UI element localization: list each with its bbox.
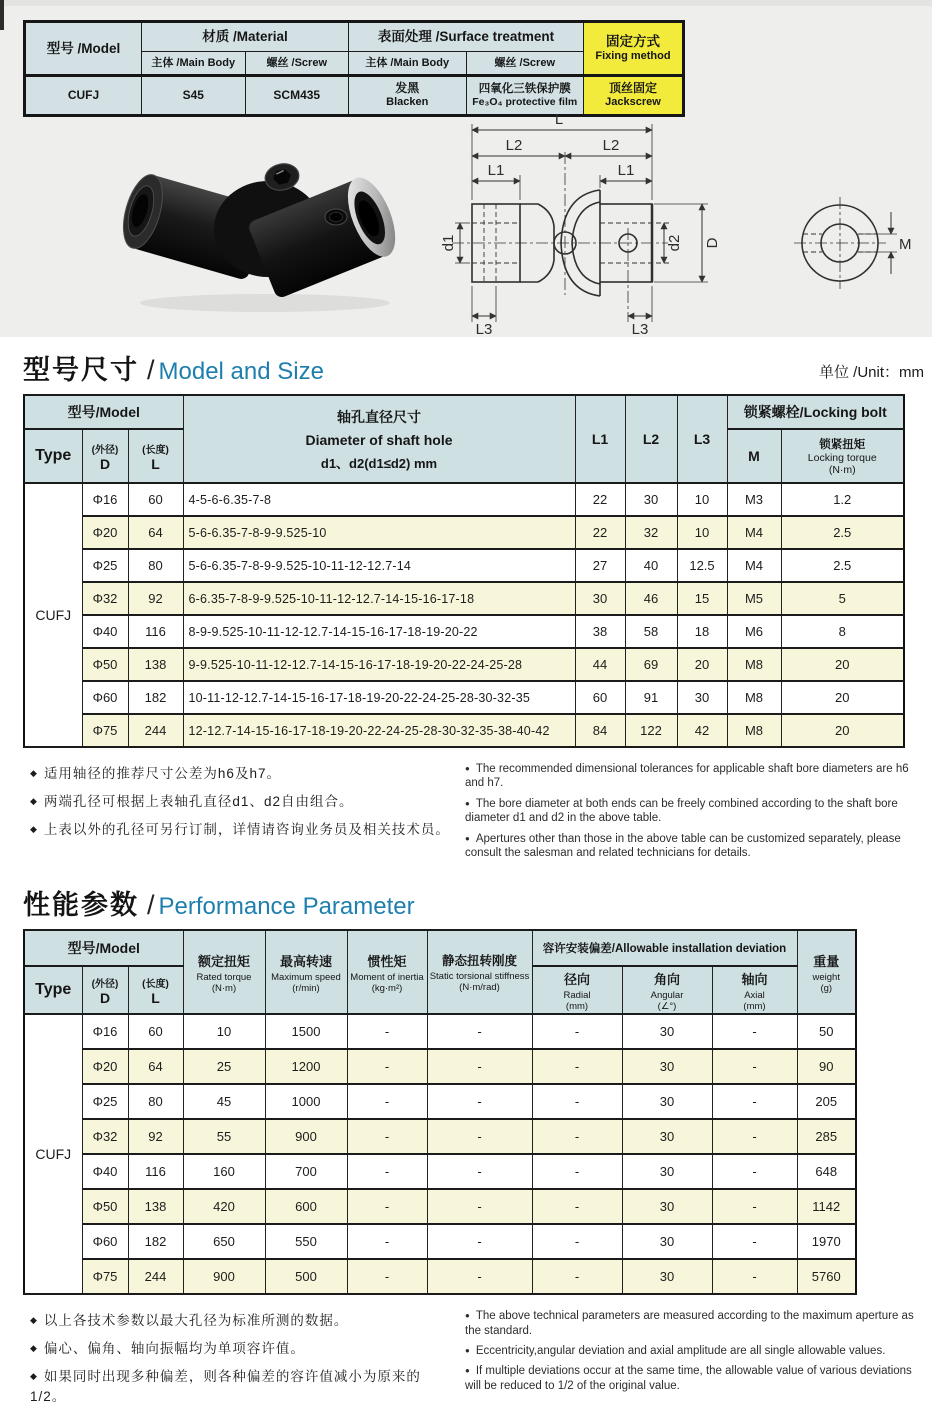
- table-cell: -: [532, 1189, 622, 1224]
- note-item: ◆ 偏心、偏角、轴向振幅均为单项容许值。: [30, 1337, 455, 1357]
- table-cell: 1500: [265, 1014, 347, 1049]
- dim-label-L3: L3: [475, 321, 493, 338]
- table-cell: -: [347, 1119, 427, 1154]
- table-row: [24, 714, 904, 747]
- table-cell: 30: [622, 1119, 712, 1154]
- size-notes-en: [465, 762, 927, 866]
- table-cell: 60: [575, 681, 625, 714]
- col-outer-diameter: (外径) D: [82, 966, 128, 1014]
- table-cell: 30: [622, 1189, 712, 1224]
- spec-header-model: 型号 /Model: [25, 22, 142, 76]
- table-cell: -: [347, 1224, 427, 1259]
- table-cell: -: [532, 1014, 622, 1049]
- spec-header-row-1: [25, 22, 684, 52]
- table-cell: 38: [575, 615, 625, 648]
- table-cell: M4: [727, 516, 781, 549]
- table-row: [24, 1084, 856, 1119]
- table-cell: -: [427, 1224, 532, 1259]
- table-cell: -: [712, 1189, 797, 1224]
- table-cell: 32: [625, 516, 677, 549]
- col-shaft-hole: 轴孔直径尺寸 Diameter of shaft hole d1、d2(d1≤d2) mm: [183, 395, 575, 483]
- table-cell: 650: [183, 1224, 265, 1259]
- table-cell: -: [712, 1154, 797, 1189]
- section-title-zh: 性能参数: [23, 890, 139, 921]
- note-item: ◆ 以上各技术参数以最大孔径为标准所测的数据。: [30, 1309, 455, 1329]
- spec-screw-material-value: SCM435: [245, 76, 349, 116]
- table-cell: 15: [677, 582, 727, 615]
- table-cell: 500: [265, 1259, 347, 1294]
- table-cell: 92: [128, 582, 183, 615]
- table-cell: 30: [677, 681, 727, 714]
- table-cell: 40: [625, 549, 677, 582]
- spec-model-value: CUFJ: [25, 76, 142, 116]
- table-cell: Φ32: [82, 582, 128, 615]
- product-photo: [100, 135, 430, 320]
- col-thread-m: M: [727, 429, 781, 483]
- table-cell: 420: [183, 1189, 265, 1224]
- section-title-zh: 型号尺寸: [23, 355, 139, 385]
- table-cell: Φ60: [82, 681, 128, 714]
- table-cell: 4-5-6-6.35-7-8: [183, 483, 575, 516]
- table-cell: 5-6-6.35-7-8-9-9.525-10-11-12-12.7-14: [183, 549, 575, 582]
- threaded-side-hole: [325, 209, 347, 225]
- title-divider: /: [147, 355, 155, 385]
- spec-header-material: 材质 /Material: [142, 22, 349, 52]
- table-cell: -: [427, 1259, 532, 1294]
- dim-label-L2: L2: [602, 137, 620, 154]
- table-cell: -: [347, 1014, 427, 1049]
- model-type-cell: CUFJ: [24, 1014, 82, 1294]
- dim-label-L1: L1: [487, 162, 505, 179]
- dim-label-L1: L1: [617, 162, 635, 179]
- section-title-en: Performance Parameter: [158, 893, 415, 921]
- table-cell: -: [427, 1154, 532, 1189]
- col-length: (长度) L: [128, 966, 183, 1014]
- table-cell: 22: [575, 516, 625, 549]
- note-item: ◆ 两端孔径可根据上表轴孔直径d1、d2自由组合。: [30, 790, 455, 810]
- table-cell: Φ32: [82, 1119, 128, 1154]
- spec-body-material-value: S45: [142, 76, 246, 116]
- table-cell: 60: [128, 483, 183, 516]
- table-cell: Φ40: [82, 615, 128, 648]
- table-cell: 2.5: [781, 549, 904, 582]
- table-cell: 30: [622, 1259, 712, 1294]
- dim-label-L: L: [554, 111, 564, 128]
- size-notes-zh: [30, 762, 455, 866]
- table-cell: 30: [622, 1084, 712, 1119]
- table-cell: Φ20: [82, 1049, 128, 1084]
- table-cell: 1.2: [781, 483, 904, 516]
- table-cell: Φ20: [82, 516, 128, 549]
- table-cell: -: [427, 1119, 532, 1154]
- table-row: [24, 681, 904, 714]
- table-cell: -: [427, 1084, 532, 1119]
- table-cell: M5: [727, 582, 781, 615]
- col-weight: 重量 weight (g): [797, 930, 856, 1014]
- table-cell: 205: [797, 1084, 856, 1119]
- table-cell: 550: [265, 1224, 347, 1259]
- table-cell: Φ25: [82, 1084, 128, 1119]
- unit-label: 单位 /Unit：mm: [818, 364, 924, 381]
- table-cell: -: [427, 1014, 532, 1049]
- table-cell: 30: [622, 1154, 712, 1189]
- table-cell: 1200: [265, 1049, 347, 1084]
- dim-label-M: M: [899, 236, 912, 253]
- table-cell: 20: [781, 648, 904, 681]
- top-shade: [0, 0, 932, 6]
- table-cell: 10: [677, 483, 727, 516]
- table-cell: 600: [265, 1189, 347, 1224]
- col-group-locking-bolt: 锁紧螺栓/Locking bolt: [727, 395, 904, 429]
- table-cell: Φ50: [82, 648, 128, 681]
- col-moment-of-inertia: 惯性矩 Moment of inertia (kg·m²): [347, 930, 427, 1014]
- table-cell: 55: [183, 1119, 265, 1154]
- table-cell: 20: [677, 648, 727, 681]
- table-row: [24, 1224, 856, 1259]
- note-item: ◆ 适用轴径的推荐尺寸公差为h6及h7。: [30, 762, 455, 782]
- table-cell: Φ16: [82, 1014, 128, 1049]
- table-cell: -: [347, 1259, 427, 1294]
- table-cell: 46: [625, 582, 677, 615]
- dim-label-D: D: [704, 237, 721, 249]
- table-cell: 900: [183, 1259, 265, 1294]
- performance-notes: [30, 1309, 927, 1413]
- table-cell: 10-11-12-12.7-14-15-16-17-18-19-20-22-24-25-28-30-32-35: [183, 681, 575, 714]
- table-cell: 25: [183, 1049, 265, 1084]
- note-item: ◆ 上表以外的孔径可另行订制，详情请咨询业务员及相关技术员。: [30, 818, 455, 838]
- table-cell: -: [532, 1049, 622, 1084]
- table-cell: -: [712, 1119, 797, 1154]
- model-size-heading-row: [23, 357, 924, 384]
- table-cell: 42: [677, 714, 727, 747]
- table-cell: 285: [797, 1119, 856, 1154]
- col-outer-diameter: (外径) D: [82, 429, 128, 483]
- size-table-body: [24, 483, 904, 747]
- table-cell: 60: [128, 1014, 183, 1049]
- spec-subheader-main-body: 主体 /Main Body: [142, 52, 246, 76]
- note-item: ● The bore diameter at both ends can be freely combined according to the shaft bore diameter d1 and d2 in the above table.: [465, 797, 927, 826]
- table-cell: 90: [797, 1049, 856, 1084]
- table-cell: -: [347, 1154, 427, 1189]
- col-locking-torque: 锁紧扭矩 Locking torque (N·m): [781, 429, 904, 483]
- note-item: ● The recommended dimensional tolerances for applicable shaft bore diameters are h6 and h7.: [465, 762, 927, 791]
- table-cell: 1142: [797, 1189, 856, 1224]
- col-static-stiffness: 静态扭转刚度 Static torsional stiffness (N·m/rad): [427, 930, 532, 1014]
- table-cell: 5-6-6.35-7-8-9-9.525-10: [183, 516, 575, 549]
- table-cell: Φ60: [82, 1224, 128, 1259]
- col-rated-torque: 额定扭矩 Rated torque (N·m): [183, 930, 265, 1014]
- performance-heading-row: [23, 892, 924, 919]
- performance-notes-zh: [30, 1309, 455, 1413]
- table-cell: M8: [727, 681, 781, 714]
- photo-shadow: [140, 294, 390, 312]
- table-cell: 22: [575, 483, 625, 516]
- performance-section: [0, 892, 950, 1413]
- table-cell: 44: [575, 648, 625, 681]
- table-cell: 10: [183, 1014, 265, 1049]
- spec-summary-table: [23, 20, 685, 117]
- table-row: [24, 516, 904, 549]
- note-item: ● Eccentricity,angular deviation and axial amplitude are all single allowable values.: [465, 1344, 927, 1358]
- table-cell: 182: [128, 1224, 183, 1259]
- col-l1: L1: [575, 395, 625, 483]
- size-table: [23, 394, 905, 748]
- table-cell: M4: [727, 549, 781, 582]
- note-item: ● If multiple deviations occur at the same time, the allowable value of various deviations will be reduced to 1/2 of the original value.: [465, 1364, 927, 1393]
- spec-body-surface-value: 发黑 Blacken: [349, 76, 467, 116]
- perf-table-body: [24, 1014, 856, 1294]
- table-cell: -: [427, 1189, 532, 1224]
- table-cell: 182: [128, 681, 183, 714]
- table-row: [24, 1259, 856, 1294]
- table-cell: 30: [622, 1014, 712, 1049]
- table-cell: 8: [781, 615, 904, 648]
- col-l2: L2: [625, 395, 677, 483]
- table-row: [24, 1014, 856, 1049]
- dim-label-L3: L3: [631, 321, 649, 338]
- title-divider: /: [147, 890, 155, 921]
- performance-table: [23, 929, 857, 1295]
- table-cell: 50: [797, 1014, 856, 1049]
- table-row: [24, 549, 904, 582]
- section-title: [23, 892, 415, 919]
- table-cell: -: [427, 1049, 532, 1084]
- table-cell: 2.5: [781, 516, 904, 549]
- col-max-speed: 最高转速 Maximum speed (r/min): [265, 930, 347, 1014]
- spec-header-fixing: 固定方式 Fixing method: [584, 22, 684, 76]
- table-cell: 1970: [797, 1224, 856, 1259]
- table-cell: -: [532, 1259, 622, 1294]
- model-size-section: [0, 357, 950, 866]
- table-cell: -: [712, 1049, 797, 1084]
- table-cell: 92: [128, 1119, 183, 1154]
- col-angular: 角向 Angular (∠°): [622, 966, 712, 1014]
- dim-label-d1: d1: [440, 234, 457, 252]
- size-header-row-1: [24, 395, 904, 429]
- table-cell: 27: [575, 549, 625, 582]
- table-cell: Φ75: [82, 1259, 128, 1294]
- dim-label-L2: L2: [505, 137, 523, 154]
- table-cell: 30: [625, 483, 677, 516]
- table-cell: -: [532, 1224, 622, 1259]
- table-cell: 30: [575, 582, 625, 615]
- table-cell: 1000: [265, 1084, 347, 1119]
- note-item: ● Apertures other than those in the above table can be customized separately, please consult the salesman and related technicians for details.: [465, 832, 927, 861]
- table-cell: -: [712, 1014, 797, 1049]
- table-cell: 84: [575, 714, 625, 747]
- table-row: [24, 615, 904, 648]
- col-group-deviation: 容许安装偏差/Allowable installation deviation: [532, 930, 797, 966]
- spec-subheader-main-body: 主体 /Main Body: [349, 52, 467, 76]
- table-cell: 138: [128, 1189, 183, 1224]
- table-cell: -: [532, 1154, 622, 1189]
- table-cell: Φ40: [82, 1154, 128, 1189]
- col-group-model: 型号/Model: [24, 395, 183, 429]
- table-cell: 91: [625, 681, 677, 714]
- size-notes: [30, 762, 927, 866]
- table-cell: 12.5: [677, 549, 727, 582]
- table-cell: 45: [183, 1084, 265, 1119]
- table-cell: 80: [128, 549, 183, 582]
- col-radial: 径向 Radial (mm): [532, 966, 622, 1014]
- col-axial: 轴向 Axial (mm): [712, 966, 797, 1014]
- spec-fixing-value: 顶丝固定 Jackscrew: [584, 76, 684, 116]
- col-length: (长度) L: [128, 429, 183, 483]
- section-title-en: Model and Size: [158, 358, 324, 385]
- table-cell: 138: [128, 648, 183, 681]
- table-cell: 64: [128, 516, 183, 549]
- table-row: [24, 1119, 856, 1154]
- table-cell: -: [532, 1119, 622, 1154]
- table-cell: 160: [183, 1154, 265, 1189]
- spec-subheader-screw: 螺丝 /Screw: [466, 52, 584, 76]
- table-cell: 30: [622, 1224, 712, 1259]
- table-cell: -: [347, 1049, 427, 1084]
- table-row: [24, 1154, 856, 1189]
- table-cell: 700: [265, 1154, 347, 1189]
- table-cell: 8-9-9.525-10-11-12-12.7-14-15-16-17-18-19-20-22: [183, 615, 575, 648]
- table-cell: -: [712, 1259, 797, 1294]
- table-cell: 116: [128, 1154, 183, 1189]
- table-cell: 5: [781, 582, 904, 615]
- spec-subheader-screw: 螺丝 /Screw: [245, 52, 349, 76]
- table-cell: 10: [677, 516, 727, 549]
- table-cell: 64: [128, 1049, 183, 1084]
- dim-label-d2: d2: [666, 234, 683, 252]
- table-row: [24, 1049, 856, 1084]
- dimension-drawing: [440, 110, 915, 340]
- table-cell: 9-9.525-10-11-12-12.7-14-15-16-17-18-19-20-22-24-25-28: [183, 648, 575, 681]
- col-type: Type: [24, 966, 82, 1014]
- table-cell: 58: [625, 615, 677, 648]
- table-cell: 244: [128, 714, 183, 747]
- table-cell: Φ50: [82, 1189, 128, 1224]
- product-overview-section: [0, 0, 932, 337]
- table-cell: -: [347, 1084, 427, 1119]
- table-cell: M8: [727, 714, 781, 747]
- table-cell: 20: [781, 714, 904, 747]
- table-cell: Φ25: [82, 549, 128, 582]
- col-type: Type: [24, 429, 82, 483]
- note-item: ◆ 如果同时出现多种偏差，则各种偏差的容许值减小为原来的1/2。: [30, 1365, 455, 1405]
- table-cell: 900: [265, 1119, 347, 1154]
- table-cell: -: [347, 1189, 427, 1224]
- note-item: ● The above technical parameters are measured according to the maximum aperture as the standard.: [465, 1309, 927, 1338]
- table-cell: 122: [625, 714, 677, 747]
- table-cell: 30: [622, 1049, 712, 1084]
- col-group-model: 型号/Model: [24, 930, 183, 966]
- table-cell: 12-12.7-14-15-16-17-18-19-20-22-24-25-28-30-32-35-38-40-42: [183, 714, 575, 747]
- table-cell: -: [712, 1224, 797, 1259]
- table-cell: Φ16: [82, 483, 128, 516]
- table-cell: 20: [781, 681, 904, 714]
- table-cell: 69: [625, 648, 677, 681]
- perf-header-row-1: [24, 930, 856, 966]
- table-row: [24, 1189, 856, 1224]
- table-cell: M3: [727, 483, 781, 516]
- table-cell: 5760: [797, 1259, 856, 1294]
- table-row: [24, 648, 904, 681]
- page-corner-mark: [0, 0, 4, 30]
- performance-notes-en: [465, 1309, 927, 1413]
- spec-screw-surface-value: 四氧化三铁保护膜 Fe₃O₄ protective film: [466, 76, 584, 116]
- table-cell: Φ75: [82, 714, 128, 747]
- table-cell: -: [532, 1084, 622, 1119]
- table-cell: -: [712, 1084, 797, 1119]
- spec-header-surface: 表面处理 /Surface treatment: [349, 22, 584, 52]
- model-type-cell: CUFJ: [24, 483, 82, 747]
- section-title: [23, 357, 324, 384]
- table-cell: 648: [797, 1154, 856, 1189]
- table-cell: M8: [727, 648, 781, 681]
- table-cell: 116: [128, 615, 183, 648]
- table-cell: 80: [128, 1084, 183, 1119]
- table-row: [24, 483, 904, 516]
- col-l3: L3: [677, 395, 727, 483]
- table-row: [24, 582, 904, 615]
- table-cell: M6: [727, 615, 781, 648]
- table-cell: 244: [128, 1259, 183, 1294]
- table-cell: 18: [677, 615, 727, 648]
- table-cell: 6-6.35-7-8-9-9.525-10-11-12-12.7-14-15-16-17-18: [183, 582, 575, 615]
